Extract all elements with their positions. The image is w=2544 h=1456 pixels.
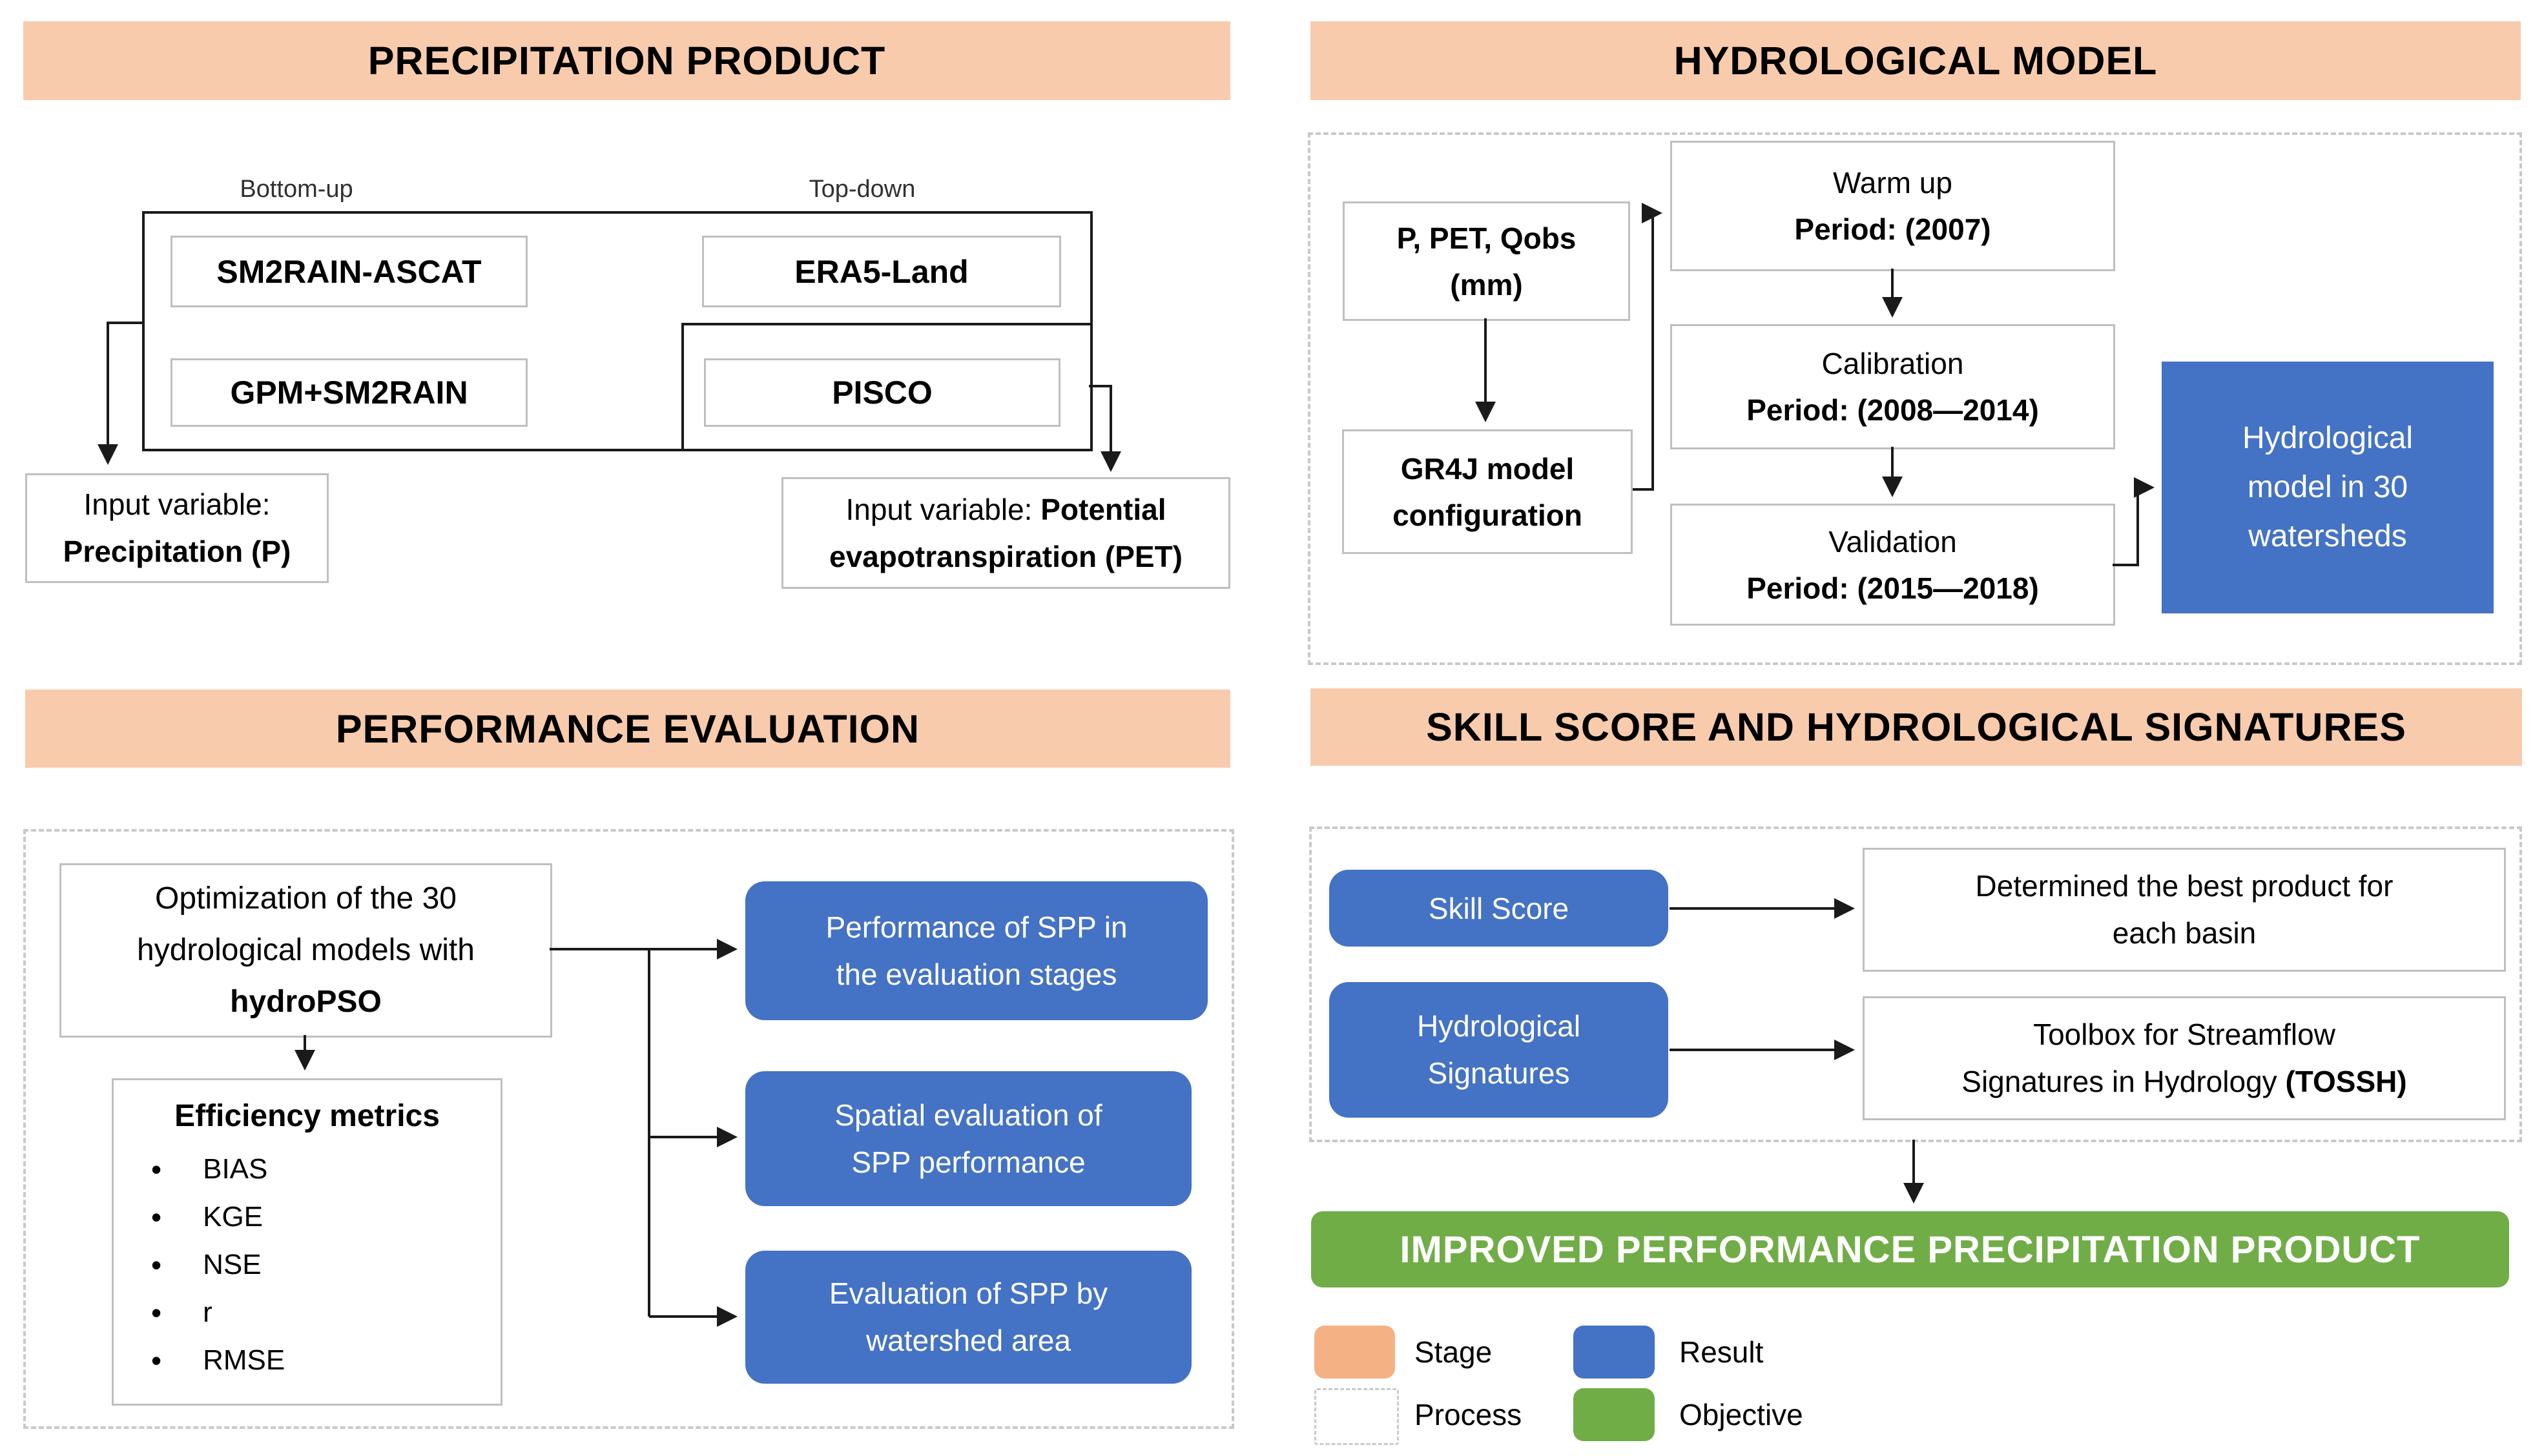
input-variable-caption: Input variable: — [83, 487, 271, 521]
section-title: PRECIPITATION PRODUCT — [367, 39, 886, 83]
legend-stage-label: Stage — [1414, 1335, 1493, 1369]
stage-name: Warm up — [1833, 166, 1952, 200]
pill-line2: the evaluation stages — [836, 957, 1117, 991]
pill-line2: SPP performance — [851, 1145, 1086, 1179]
input-variable-value: Precipitation (P) — [63, 535, 291, 568]
gr4j-line1: GR4J model — [1400, 451, 1575, 486]
input-variable-value: evapotranspiration (PET) — [829, 539, 1183, 573]
metric-item: • RMSE — [114, 1337, 501, 1384]
input-pet-prefix: Input variable: — [845, 492, 1041, 526]
product-label: PISCO — [832, 374, 933, 411]
pill-label: Skill Score — [1428, 891, 1569, 925]
pill-line2: Signatures — [1427, 1056, 1570, 1090]
efficiency-metrics-title: Efficiency metrics — [174, 1099, 440, 1133]
result-line1: Hydrological — [2242, 421, 2414, 455]
section-title: HYDROLOGICAL MODEL — [1673, 39, 2158, 83]
stage-period: Period: (2007) — [1794, 212, 1991, 246]
toolbox-line1: Toolbox for Streamflow — [2033, 1018, 2335, 1051]
bottom-up-label: Bottom-up — [240, 176, 353, 203]
top-down-label: Top-down — [809, 176, 916, 203]
legend-result-label: Result — [1679, 1335, 1764, 1369]
determined-line2: each basin — [2112, 916, 2257, 950]
toolbox-line2-prefix: Signatures in Hydrology — [1961, 1065, 2286, 1098]
optimization-line2: hydrological models with — [137, 933, 475, 967]
metric-item: • r — [114, 1289, 501, 1337]
product-label: GPM+SM2RAIN — [230, 374, 468, 411]
determined-line1: Determined the best product for — [1975, 869, 2394, 903]
metric-item: • NSE — [114, 1241, 501, 1289]
optimization-line3: hydroPSO — [230, 985, 382, 1019]
legend-process-label: Process — [1414, 1398, 1522, 1431]
forcing-line2: (mm) — [1450, 267, 1523, 302]
toolbox-line2-bold: (TOSSH) — [2285, 1065, 2407, 1098]
pill-line2: watershed area — [865, 1324, 1071, 1357]
pill-line1: Evaluation of SPP by — [829, 1277, 1108, 1310]
stage-period: Period: (2008—2014) — [1746, 393, 2039, 427]
pill-line1: Performance of SPP in — [825, 910, 1128, 944]
product-label: ERA5-Land — [794, 253, 969, 290]
input-pet-bold: Potential — [1040, 492, 1166, 526]
stage-period: Period: (2015—2018) — [1746, 571, 2039, 605]
metric-item: • BIAS — [114, 1145, 501, 1193]
metric-item: • KGE — [114, 1193, 501, 1241]
section-title: PERFORMANCE EVALUATION — [335, 706, 920, 751]
product-label: SM2RAIN-ASCAT — [216, 253, 482, 290]
objective-banner-label: IMPROVED PERFORMANCE PRECIPITATION PRODUCT — [1400, 1228, 2421, 1271]
result-line2: model in 30 — [2247, 470, 2408, 504]
optimization-line1: Optimization of the 30 — [155, 881, 457, 916]
stage-name: Calibration — [1821, 347, 1964, 380]
forcing-line1: P, PET, Qobs — [1396, 221, 1577, 255]
pill-line1: Hydrological — [1416, 1009, 1581, 1043]
pill-line1: Spatial evaluation of — [834, 1098, 1102, 1132]
gr4j-line2: configuration — [1392, 498, 1582, 532]
section-title: SKILL SCORE AND HYDROLOGICAL SIGNATURES — [1426, 705, 2406, 749]
result-line3: watersheds — [2248, 519, 2407, 553]
stage-name: Validation — [1828, 524, 1957, 559]
legend-objective-label: Objective — [1679, 1398, 1803, 1431]
